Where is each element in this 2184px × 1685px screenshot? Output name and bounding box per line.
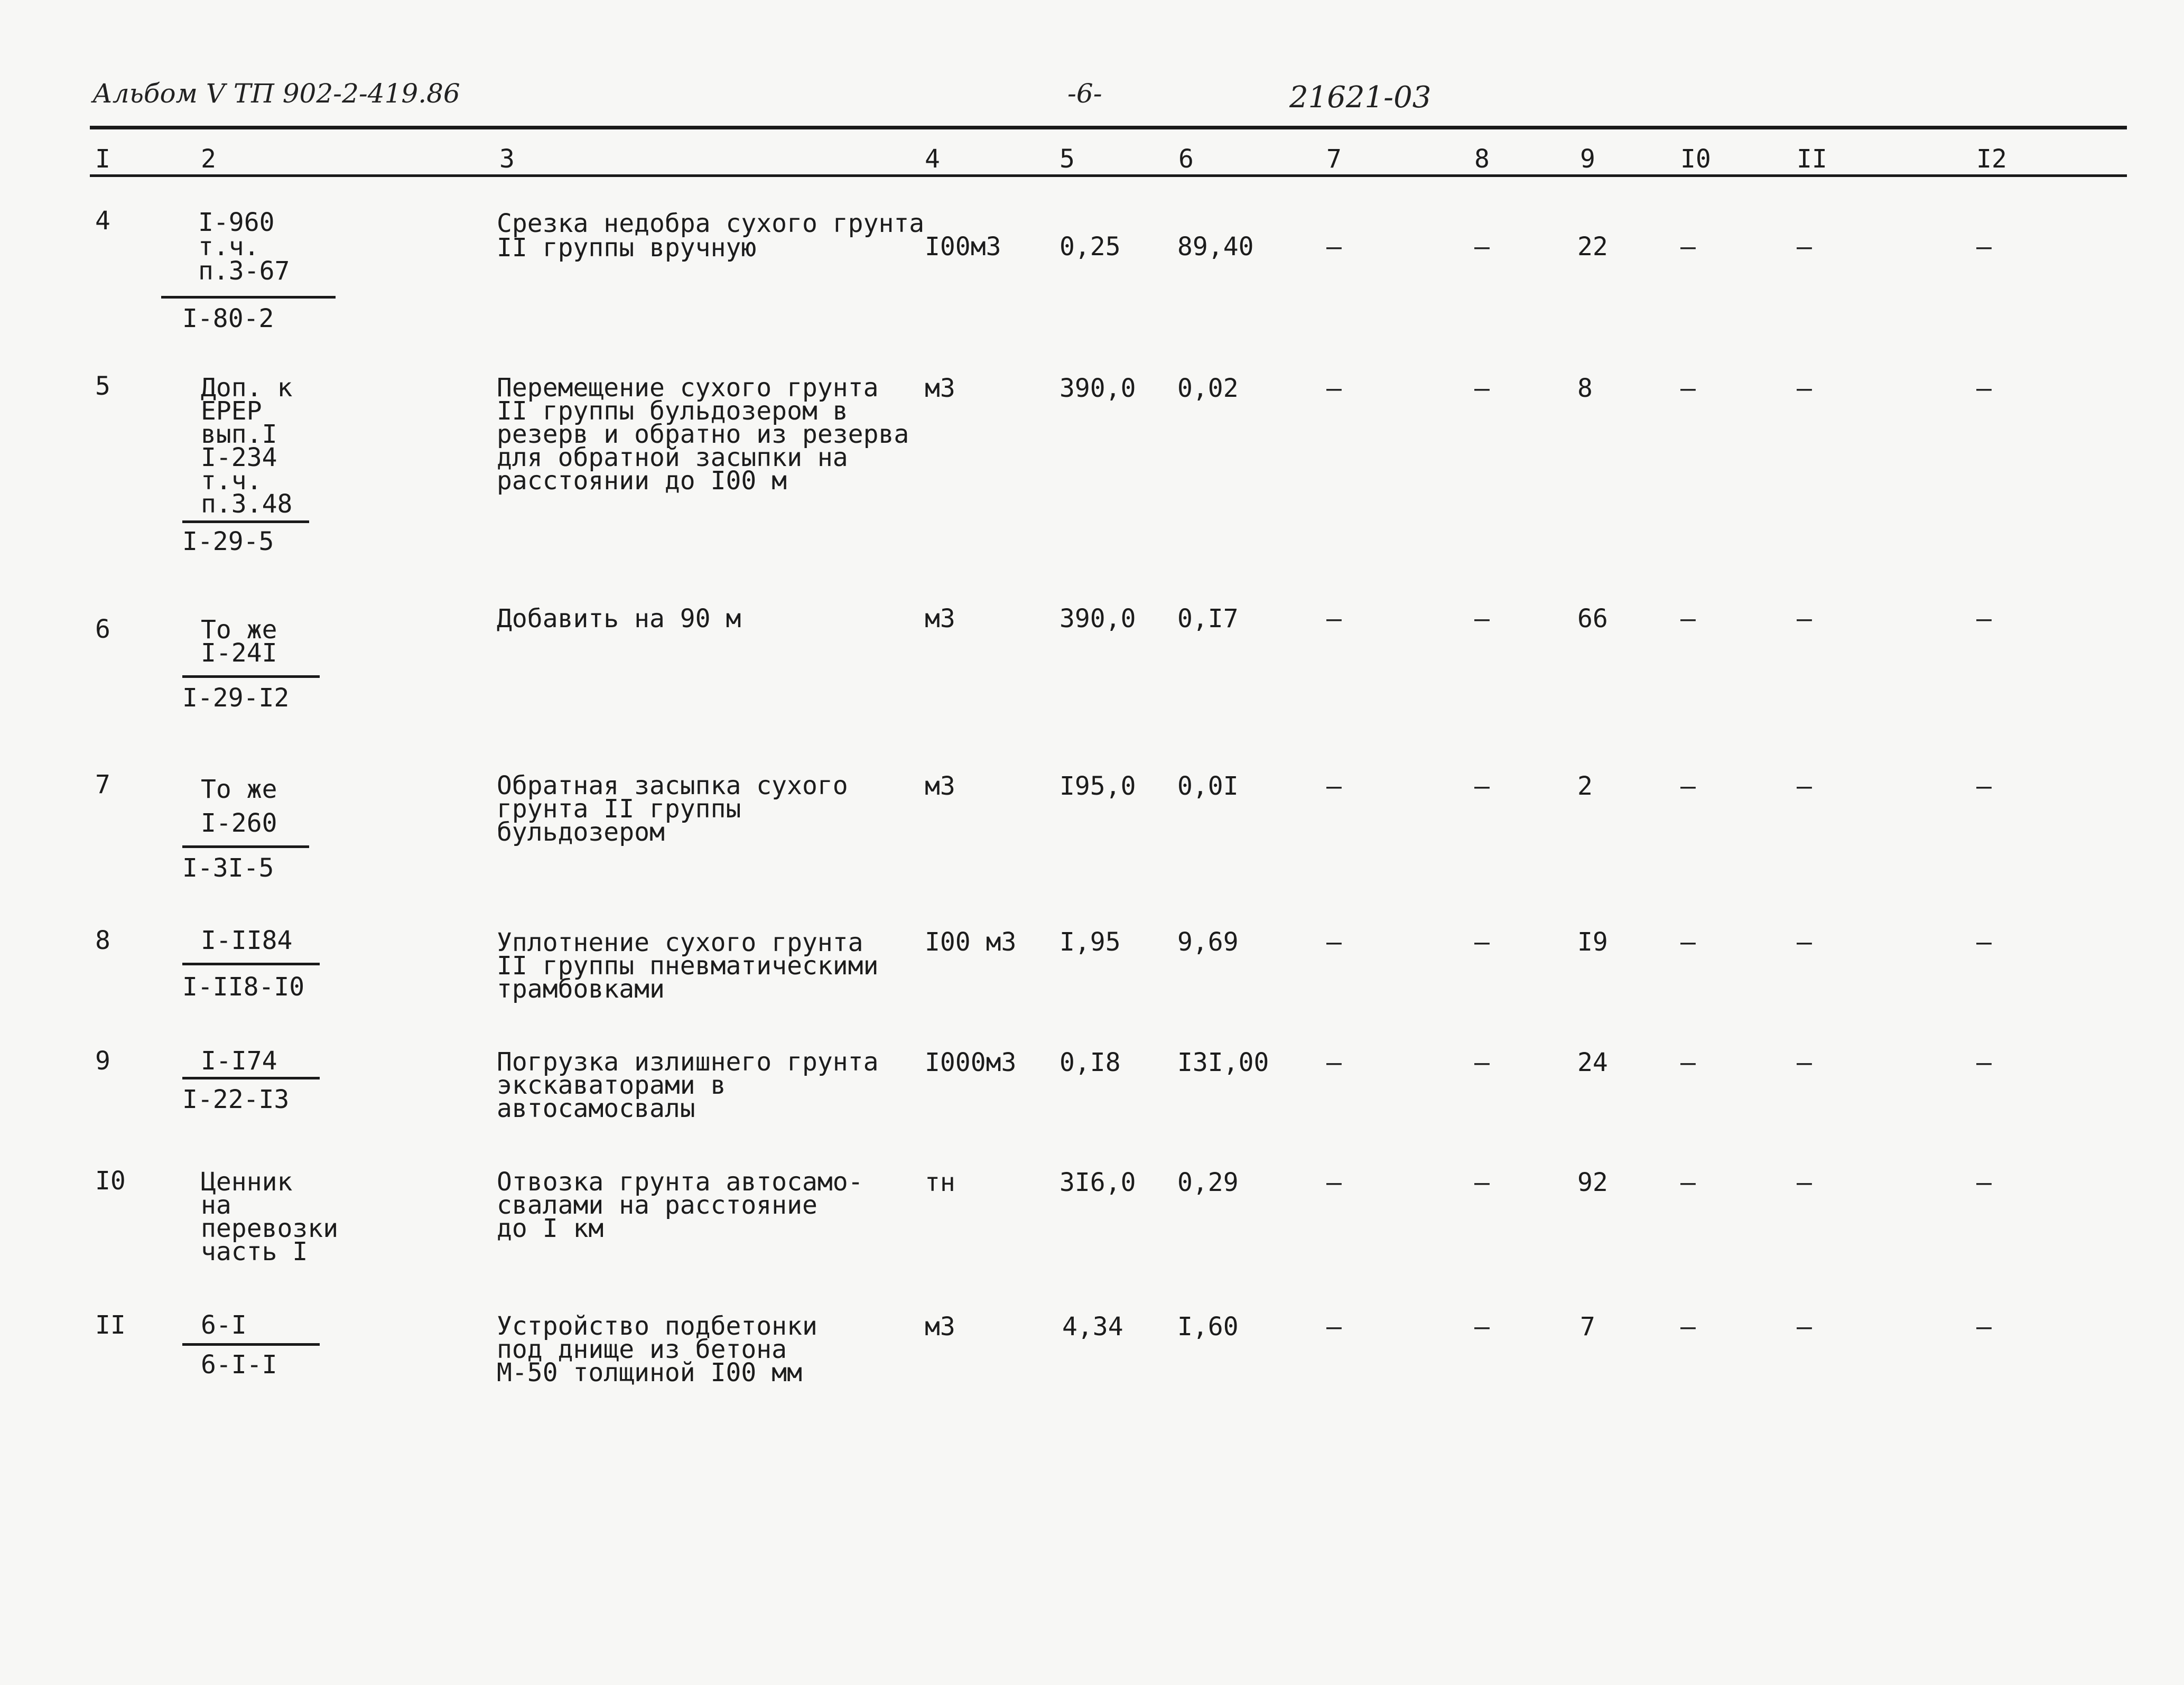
page-number: -6- [1067,78,1102,109]
col-10-value: – [1680,1168,1696,1197]
row-number: 4 [95,206,110,236]
col-12-value: – [1976,927,1992,957]
row-number: II [95,1310,126,1340]
col-10-value: – [1680,927,1696,957]
unit: тн [925,1168,955,1197]
unit-cost: I3I,00 [1177,1048,1269,1077]
col-11-value: – [1797,1168,1812,1197]
rate-reference-top: I-II84 [201,926,293,955]
unit-cost: 0,29 [1177,1168,1239,1197]
column-header: 9 [1580,144,1595,174]
unit: I00м3 [925,232,1001,262]
total-cost: 2 [1577,771,1593,801]
column-header: I2 [1976,144,2007,174]
column-header: 6 [1178,144,1194,174]
work-description: Обратная засыпка сухого грунта II группы бульдозером [497,771,848,847]
col-11-value: – [1797,1048,1812,1077]
col-8-value: – [1474,771,1490,801]
fraction-line [182,520,309,523]
header-rule [90,126,2127,129]
col-8-value: – [1474,1168,1490,1197]
col-7-value: – [1326,232,1342,262]
column-header: 8 [1474,144,1490,174]
rate-reference-bottom: I-80-2 [182,304,274,333]
fraction-line [182,1077,320,1079]
col-7-value: – [1326,927,1342,957]
fraction-line [182,963,320,965]
column-header: 4 [925,144,940,174]
total-cost: 8 [1577,374,1593,403]
unit: м3 [925,771,955,801]
work-description: Уплотнение сухого грунта II группы пневматическими трамбовками [497,928,879,1004]
unit-cost: 0,02 [1177,374,1239,403]
total-cost: 92 [1577,1168,1608,1197]
row-number: 5 [95,371,110,401]
col-10-value: – [1680,771,1696,801]
col-12-value: – [1976,1312,1992,1342]
work-description: Добавить на 90 м [497,604,741,634]
rate-reference-top: Ценник на перевозки часть I [201,1167,339,1267]
col-12-value: – [1976,1168,1992,1197]
total-cost: 7 [1580,1312,1595,1342]
rate-reference-top: I-960 т.ч. п.3-67 [198,208,290,286]
rate-reference-bottom: 6-I-I [201,1350,277,1380]
col-7-value: – [1326,1312,1342,1342]
col-12-value: – [1976,771,1992,801]
col-10-value: – [1680,374,1696,403]
col-8-value: – [1474,604,1490,634]
unit: м3 [925,604,955,634]
fraction-line [182,1343,320,1346]
col-10-value: – [1680,1312,1696,1342]
row-number: 9 [95,1046,110,1076]
col-8-value: – [1474,1312,1490,1342]
column-header: 2 [201,144,216,174]
quantity: I95,0 [1060,771,1136,801]
row-number: 7 [95,770,110,799]
unit: I00 м3 [925,927,1017,957]
column-header: 3 [499,144,515,174]
col-10-value: – [1680,1048,1696,1077]
col-7-value: – [1326,1168,1342,1197]
col-7-value: – [1326,604,1342,634]
total-cost: 22 [1577,232,1608,262]
col-10-value: – [1680,604,1696,634]
unit-cost: 0,I7 [1177,604,1239,634]
rate-reference-bottom: I-29-I2 [182,683,290,713]
rate-reference-top: I-I74 [201,1046,277,1076]
row-number: 6 [95,615,110,644]
work-description: Срезка недобра сухого грунта II группы вручную [497,209,925,263]
unit-cost: 89,40 [1177,232,1254,262]
rate-reference-bottom: I-29-5 [182,527,274,556]
unit: I000м3 [925,1048,1017,1077]
total-cost: 24 [1577,1048,1608,1077]
quantity: 0,I8 [1060,1048,1121,1077]
rate-reference-bottom: I-3I-5 [182,853,274,883]
col-8-value: – [1474,927,1490,957]
total-cost: I9 [1577,927,1608,957]
col-12-value: – [1976,232,1992,262]
col-11-value: – [1797,374,1812,403]
col-11-value: – [1797,927,1812,957]
work-description: Погрузка излишнего грунта экскаваторами в автосамосвалы [497,1047,879,1123]
rate-reference-top: То же I-24I [201,615,277,668]
col-12-value: – [1976,1048,1992,1077]
col-10-value: – [1680,232,1696,262]
rate-reference-top: 6-I [201,1310,247,1340]
column-header: I0 [1680,144,1711,174]
album-reference: Альбом V ТП 902-2-419.86 [92,78,460,109]
col-7-value: – [1326,771,1342,801]
fraction-line [182,675,320,678]
column-header: 5 [1060,144,1075,174]
total-cost: 66 [1577,604,1608,634]
fraction-line [182,845,309,848]
unit: м3 [925,1312,955,1342]
unit-cost: 9,69 [1177,927,1239,957]
unit: м3 [925,374,955,403]
work-description: Отвозка грунта автосамо- свалами на расстояние до I км [497,1167,863,1243]
rate-reference-bottom: I-22-I3 [182,1085,290,1114]
work-description: Устройство подбетонки под днище из бетона М-50 толщиной I00 мм [497,1311,817,1388]
col-12-value: – [1976,374,1992,403]
col-11-value: – [1797,771,1812,801]
col-7-value: – [1326,374,1342,403]
fraction-line [161,296,336,299]
quantity: 390,0 [1060,604,1136,634]
column-header: II [1797,144,1827,174]
document-code: 21621-03 [1289,80,1432,115]
col-11-value: – [1797,1312,1812,1342]
col-8-value: – [1474,374,1490,403]
row-number: I0 [95,1166,126,1196]
col-8-value: – [1474,1048,1490,1077]
col-7-value: – [1326,1048,1342,1077]
col-12-value: – [1976,604,1992,634]
quantity: 390,0 [1060,374,1136,403]
unit-cost: 0,0I [1177,771,1239,801]
quantity: 3I6,0 [1060,1168,1136,1197]
row-number: 8 [95,926,110,955]
col-11-value: – [1797,232,1812,262]
rate-reference-top: То же I-260 [201,775,277,838]
work-description: Перемещение сухого грунта II группы бульдозером в резерв и обратно из резерва для обратной засыпки на расстоянии до I00 м [497,373,909,496]
quantity: 0,25 [1060,232,1121,262]
col-8-value: – [1474,232,1490,262]
column-header-rule [90,174,2127,177]
quantity: I,95 [1060,927,1121,957]
unit-cost: I,60 [1177,1312,1239,1342]
rate-reference-top: Доп. к ЕРЕР вып.I I-234 т.ч. п.3.48 [201,373,293,519]
rate-reference-bottom: I-II8-I0 [182,972,305,1002]
quantity: 4,34 [1062,1312,1123,1342]
column-header: 7 [1326,144,1342,174]
column-header: I [95,144,110,174]
col-11-value: – [1797,604,1812,634]
